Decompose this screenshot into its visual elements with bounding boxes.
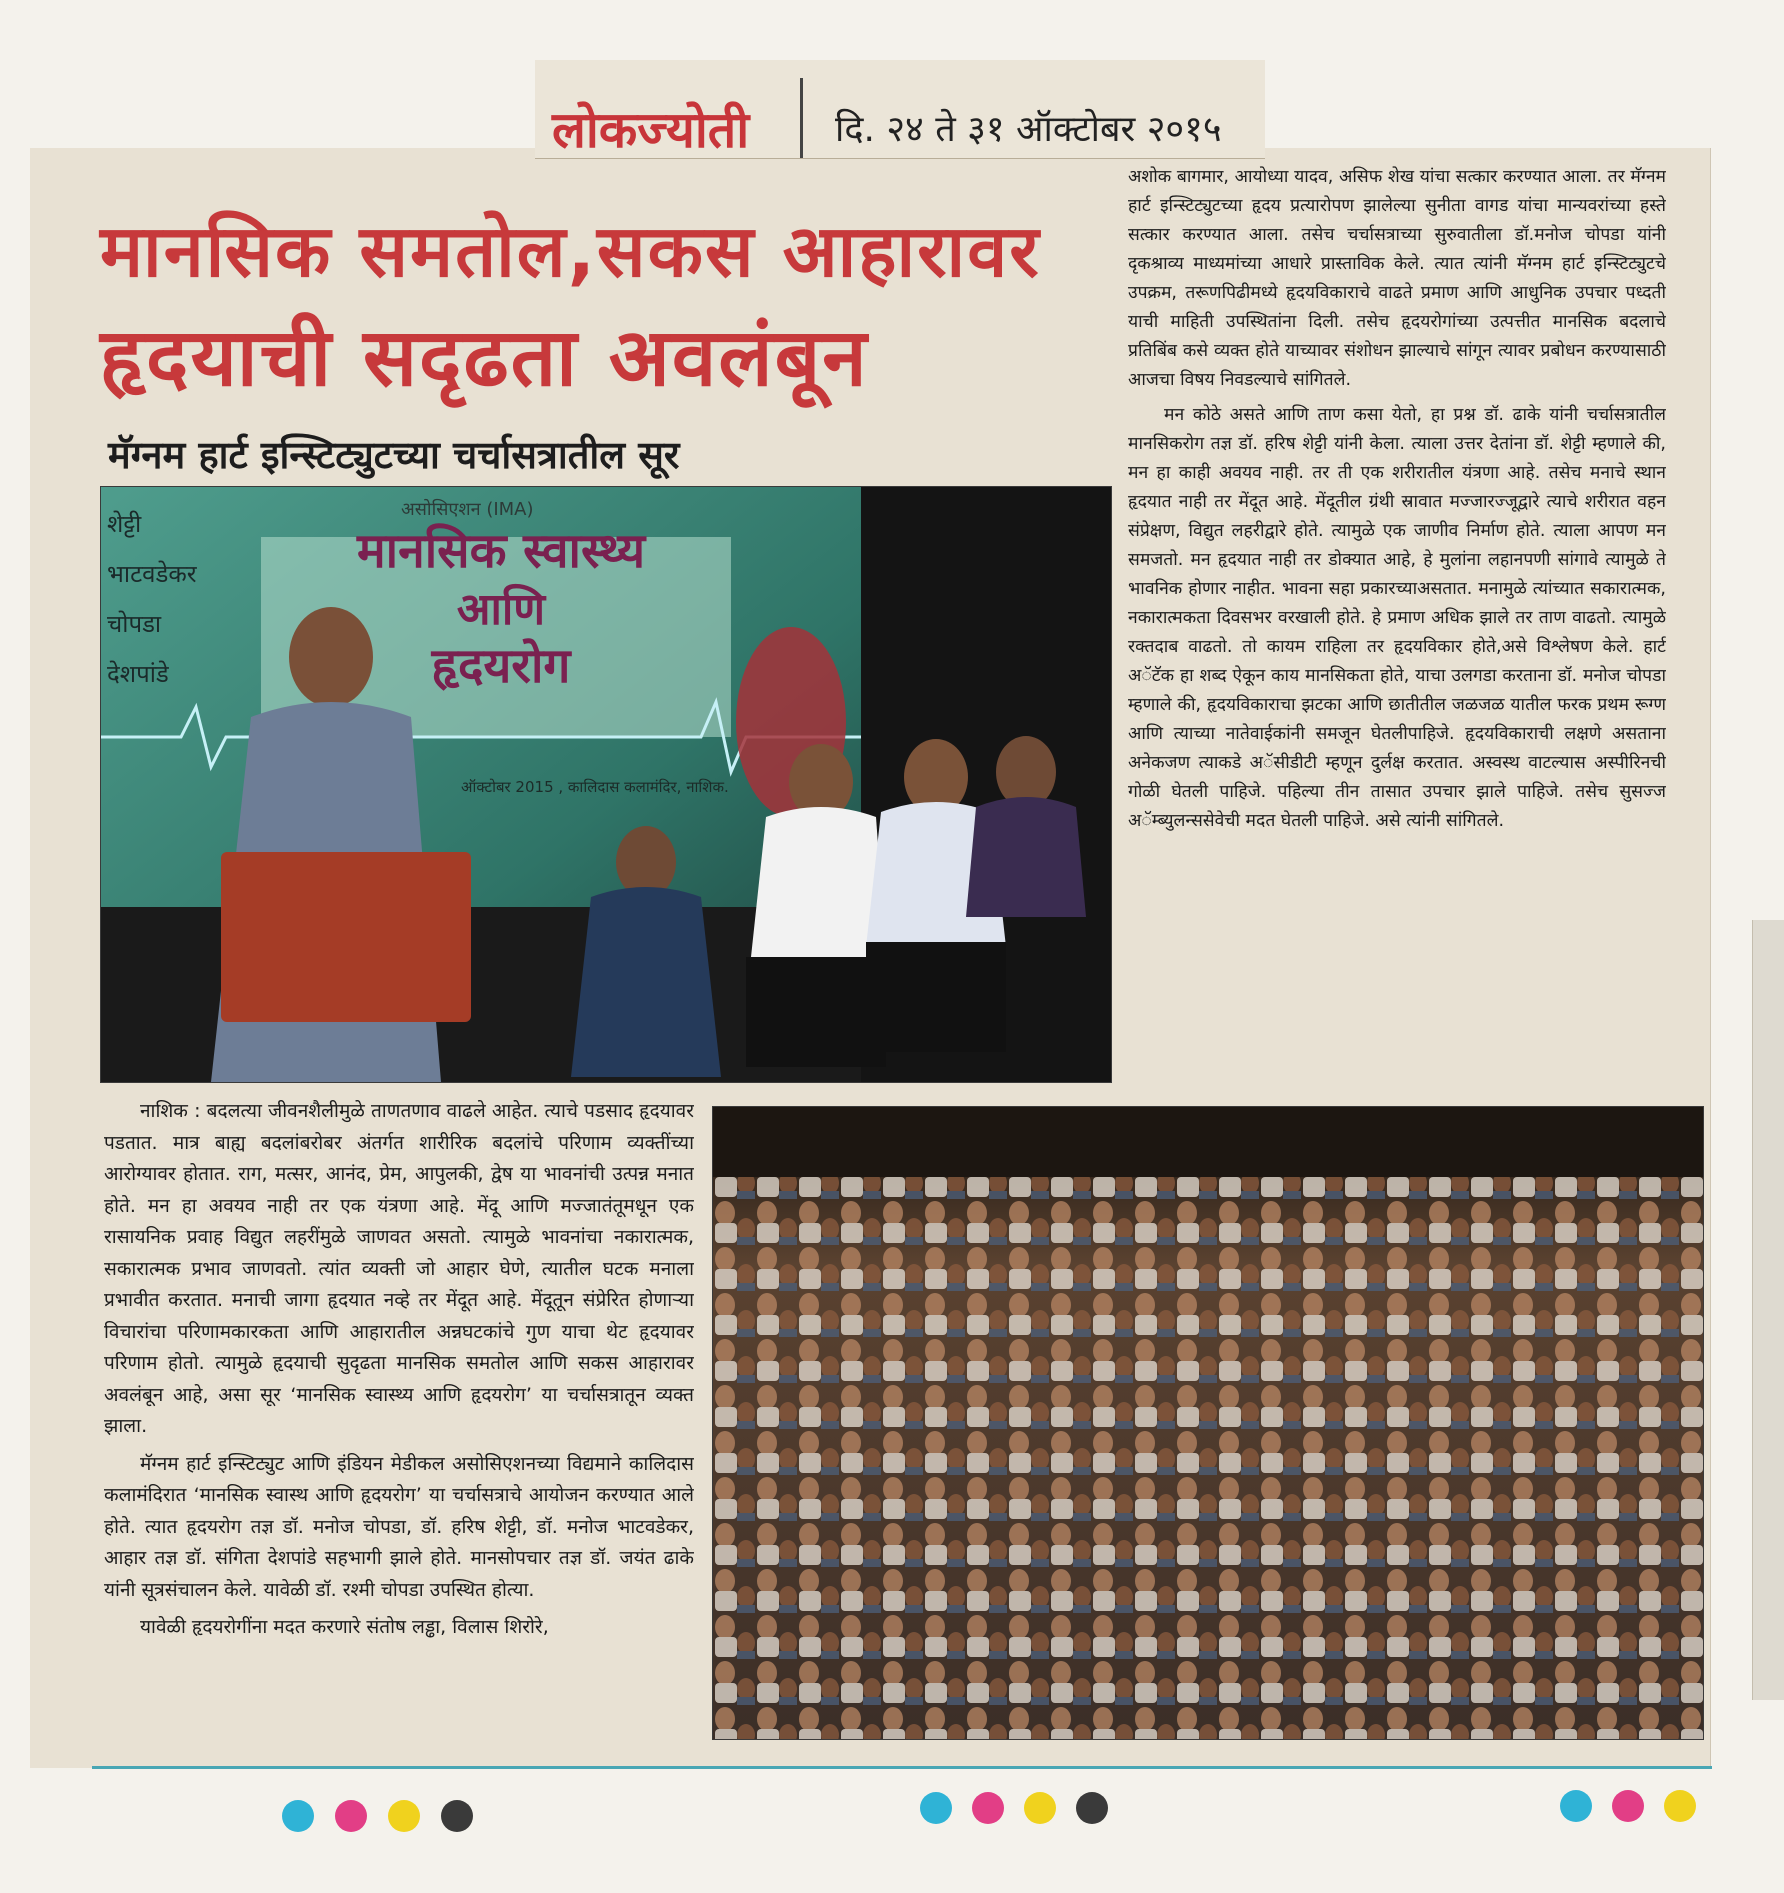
registration-mark-cyan <box>1560 1790 1592 1822</box>
registration-mark-yellow <box>1024 1792 1056 1824</box>
bottom-rule <box>92 1766 1712 1769</box>
headline-line-2: हृदयाची सदृढता अवलंबून <box>100 311 869 404</box>
paragraph: नाशिक : बदलत्या जीवनशैलीमुळे ताणतणाव वाढले आहेत. त्याचे पडसाद हृदयावर पडतात. मात्र बाह्य बदलांबरोबर अंतर्गत शारीरिक बदलांचे परिणाम व्यक्तींच्या आरोग्यावर होतात. राग, मत्सर, आनंद, प्रेम, आपुलकी, द्वेष या भावनांची उत्पन्न मनात होते. मन हा अवयव नाही तर एक यंत्रणा आहे. मेंदू आणि मज्जातंतूमधून एक रासायनिक प्रवाह विद्युत लहरींमुळे जाणवत असतो. त्यामुळे भावनांचा नकारात्मक, सकारात्मक प्रभाव जाणवतो. त्यांत व्यक्ती जो आहार घेणे, त्यातील घटक मनाला प्रभावीत करतात. मनाची जागा हृदयात नव्हे तर मेंदूत आहे. मेंदूतून संप्रेरित होणाऱ्या विचारांचा परिणामकारकता आणि आहारातील अन्नघटकांचे गुण याचा थेट हृदयावर परिणाम होतो. त्यामुळे हृदयाची सुदृढता मानसिक समतोल आणि सकस आहारावर अवलंबून आहे, असा सूर ‘मानसिक स्वास्थ्य आणि हृदयरोग’ या चर्चासत्रातून व्यक्त झाला. <box>104 1100 694 1437</box>
banner-title-line-2: आणि <box>456 584 546 635</box>
registration-mark-black <box>441 1800 473 1832</box>
banner-title-line-1: मानसिक स्वास्थ्य <box>356 523 646 579</box>
adjacent-clipping-edge <box>1752 920 1784 1700</box>
audience-photo <box>712 1106 1704 1740</box>
registration-mark-cyan <box>282 1800 314 1832</box>
registration-mark-magenta <box>335 1800 367 1832</box>
registration-mark-magenta <box>1612 1790 1644 1822</box>
headline-line-1: मानसिक समतोल,सकस आहारावर <box>100 209 1041 293</box>
paragraph: अशोक बागमार, आयोध्या यादव, असिफ शेख यांचा सत्कार करण्यात आला. तर मॅग्नम हार्ट इन्स्टिट्युटच्या हृदय प्रत्यारोपण झालेल्या सुनीता वागड यांचा मान्यवरांच्या हस्ते सत्कार करण्यात आला. तसेच चर्चासत्राच्या सुरुवातीला डॉ.मनोज चोपडा यांनी दृकश्राव्य माध्यमांच्या आधारे प्रास्ताविक केले. त्यात त्यांनी मॅग्नम हार्ट इन्स्टिट्युटचे उपक्रम, तरूणपिढीमध्ये हृदयविकाराचे वाढते प्रमाण आणि आधुनिक उपचार पध्दती याची माहिती उपस्थितांना दिली. तसेच हृदयरोगांच्या उत्पत्तीत मानसिक बदलाचे प्रतिबिंब कसे व्यक्त होते याच्यावर संशोधन झाल्याचे सांगून त्यावर प्रबोधन करण्यासाठी आजचा विषय निवडल्याचे सांगितले. <box>1128 167 1666 390</box>
masthead-divider <box>800 78 803 158</box>
issue-date: दि. २४ ते ३१ ऑक्टोबर २०१५ <box>835 109 1222 150</box>
paragraph: मन कोठे असते आणि ताण कसा येतो, हा प्रश्न डॉ. ढाके यांनी चर्चासत्रातील मानसिकरोग तज्ञ डॉ. हरिष शेट्टी यांनी केला. त्याला उत्तर देतांना डॉ. शेट्टी म्हणाले की, मन हा काही अवयव नाही. तर ती एक शरीरातील यंत्रणा आहे. तसेच मनाचे स्थान हृदयात नाही तर मेंदूत आहे. मेंदूतील ग्रंथी स्रावात मज्जारज्जूद्वारे त्याचे शरीरात वहन संप्रेक्षण, विद्युत लहरीद्वारे होते. त्यामुळे एक जाणीव निर्माण होते. त्याला आपण मन समजतो. मन हृदयात नाही तर डोक्यात आहे, हे मुलांना लहानपणी सांगावे त्यामुळे ते भावनिक होणार नाहीत. भावना सहा प्रकारच्याअसतात. मनामुळे त्यांच्यात सकारात्मक, नकारात्मकता दिवसभर वरखाली होते. हे प्रमाण अधिक झाले तर ताण वाढतो. त्यामुळे रक्तदाब वाढतो. तो कायम राहिला तर हृदयविकार होते,असे विश्लेषण केले. हार्ट अॅटॅक हा शब्द ऐकून काय मानसिकता होते, याचा उलगडा करताना डॉ. मनोज चोपडा म्हणाले की, हृदयविकाराचा झटका आणि छातीतील जळजळ यातील फरक प्रथम रूग्ण आणि त्याच्या नातेवाईकांनी समजून घेतलीपाहिजे. हृदयविकाराची लक्षणे असताना अनेकजण त्याकडे अॅसीडीटी म्हणून दुर्लक्ष करतात. अस्वस्थ वाटल्यास अस्पीरिनची गोळी घेतली पाहिजे. पहिल्या तीन तासात उपचार झाले पाहिजे. तसेच सुसज्ज अॅम्ब्युलन्ससेवेची मदत घेतली पाहिजे. असे त्यांनी सांगितले. <box>1128 405 1666 831</box>
article-column-left <box>104 1096 694 1751</box>
stage-photo <box>100 486 1112 1083</box>
registration-mark-yellow <box>388 1800 420 1832</box>
banner-name-3: चोपडा <box>107 610 162 638</box>
banner-name-4: देशपांडे <box>107 660 169 688</box>
paragraph: मॅग्नम हार्ट इन्स्टिट्युट आणि इंडियन मेडीकल असोसिएशनच्या विद्यमाने कालिदास कलामंदिरात ‘मानसिक स्वास्थ आणि हृदयरोग’ या चर्चासत्राचे आयोजन करण्यात आले होते. त्यात हृदयरोग तज्ञ डॉ. मनोज चोपडा, डॉ. हरिष शेट्टी, डॉ. मनोज भाटवडेकर, आहार तज्ञ डॉ. संगिता देशपांडे सहभागी झाले होते. मानसोपचार तज्ञ डॉ. जयंत ढाके यांनी सूत्रसंचालन केले. यावेळी डॉ. रश्मी चोपडा उपस्थित होत्या. <box>104 1452 694 1601</box>
subheadline: मॅग्नम हार्ट इन्स्टिट्युटच्या चर्चासत्रातील सूर <box>108 433 680 477</box>
audience-photo-illustration <box>713 1107 1703 1739</box>
registration-mark-yellow <box>1664 1790 1696 1822</box>
banner-name-1: शेट्टी <box>107 510 142 538</box>
registration-mark-magenta <box>972 1792 1004 1824</box>
newspaper-name: लोकज्योती <box>552 101 750 159</box>
article-column-right <box>1128 163 1666 1103</box>
banner-name-2: भाटवडेकर <box>107 560 197 588</box>
banner-venue-text: ऑक्टोबर 2015 , कालिदास कलामंदिर, नाशिक. <box>461 778 729 796</box>
registration-mark-black <box>1076 1792 1108 1824</box>
banner-organizer-text: असोसिएशन (IMA) <box>401 499 534 520</box>
banner-title-line-3: हृदयरोग <box>431 638 571 694</box>
registration-mark-cyan <box>920 1792 952 1824</box>
paragraph: यावेळी हृदयरोगींना मदत करणारे संतोष लड्ढा, विलास शिरोरे, <box>140 1616 549 1638</box>
